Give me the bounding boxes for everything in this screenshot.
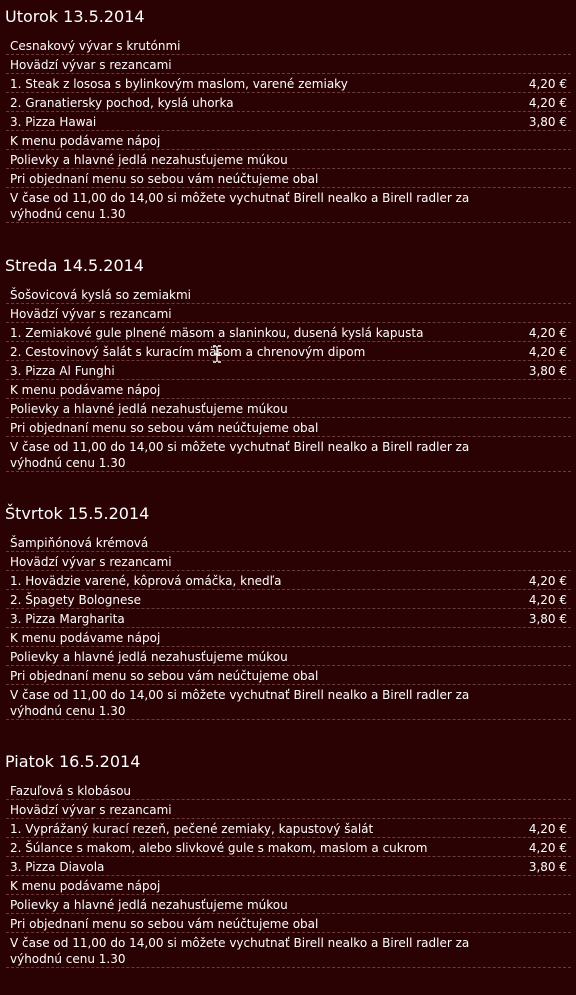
menu-row (6, 800, 571, 819)
item-name: Fazuľová s klobásou (10, 784, 132, 798)
item-price: 4,20 € (528, 326, 567, 340)
item-name: Šampiňónová krémová (10, 536, 149, 550)
menu-row (6, 857, 571, 876)
item-name: Polievky a hlavné jedlá nezahusťujeme múkou (10, 153, 288, 167)
menu-row (6, 819, 571, 838)
item-price: 4,20 € (528, 96, 567, 110)
item-name: V čase od 11,00 do 14,00 si môžete vychutnať Birell nealko a Birell radler za výhodnú cenu 1.30 (10, 936, 470, 966)
item-name: 3. Pizza Al Funghi (10, 364, 115, 378)
menu-row (6, 399, 571, 418)
item-name: Šošovicová kyslá so zemiakmi (10, 288, 192, 302)
menu-row (6, 609, 571, 628)
menu-row (6, 590, 571, 609)
menu-row (6, 533, 571, 552)
item-name: Polievky a hlavné jedlá nezahusťujeme múkou (10, 650, 288, 664)
day-title: Štvrtok 15.5.2014 (5, 504, 150, 523)
item-name: K menu podávame nápoj (10, 383, 161, 397)
menu-row (6, 342, 571, 361)
menu-row (6, 304, 571, 323)
item-name: 3. Pizza Margharita (10, 612, 125, 626)
item-name: 1. Steak z lososa s bylinkovým maslom, varené zemiaky (10, 77, 348, 91)
menu-row (6, 188, 571, 223)
day-title: Utorok 13.5.2014 (5, 7, 145, 26)
item-price: 4,20 € (528, 841, 567, 855)
item-name: Pri objednaní menu so sebou vám neúčtujeme obal (10, 669, 319, 683)
item-name: V čase od 11,00 do 14,00 si môžete vychutnať Birell nealko a Birell radler za výhodnú cenu 1.30 (10, 191, 470, 221)
item-name: 1. Vyprážaný kurací rezeň, pečené zemiaky, kapustový šalát (10, 822, 374, 836)
item-price: 4,20 € (528, 77, 567, 91)
item-name: 2. Šúlance s makom, alebo slivkové gule s makom, maslom a cukrom (10, 841, 428, 855)
item-name: K menu podávame nápoj (10, 631, 161, 645)
item-name: 2. Cestovinový šalát s kuracím mäsom a chrenovým dipom (10, 345, 366, 359)
item-name: 3. Pizza Diavola (10, 860, 105, 874)
item-name: V čase od 11,00 do 14,00 si môžete vychutnať Birell nealko a Birell radler za výhodnú cenu 1.30 (10, 440, 470, 470)
item-price: 4,20 € (528, 574, 567, 588)
item-name: Pri objednaní menu so sebou vám neúčtujeme obal (10, 172, 319, 186)
menu-row (6, 838, 571, 857)
menu-row (6, 666, 571, 685)
menu-row (6, 437, 571, 472)
menu-row (6, 685, 571, 720)
menu-row (6, 131, 571, 150)
item-name: 1. Zemiakové gule plnené mäsom a slaninkou, dusená kyslá kapusta (10, 326, 424, 340)
item-name: K menu podávame nápoj (10, 879, 161, 893)
menu-row (6, 647, 571, 666)
menu-row (6, 914, 571, 933)
menu-row (6, 628, 571, 647)
menu-row (6, 361, 571, 380)
menu-row (6, 571, 571, 590)
menu-row (6, 169, 571, 188)
item-price: 3,80 € (528, 115, 567, 129)
menu-list (6, 36, 571, 223)
item-price: 4,20 € (528, 822, 567, 836)
menu-row (6, 876, 571, 895)
item-price: 4,20 € (528, 593, 567, 607)
menu-row (6, 552, 571, 571)
item-name: K menu podávame nápoj (10, 134, 161, 148)
item-name: Hovädzí vývar s rezancami (10, 803, 172, 817)
menu-row (6, 93, 571, 112)
item-name: V čase od 11,00 do 14,00 si môžete vychutnať Birell nealko a Birell radler za výhodnú cenu 1.30 (10, 688, 470, 718)
menu-row (6, 380, 571, 399)
menu-row (6, 55, 571, 74)
item-name: Cesnakový vývar s krutónmi (10, 39, 181, 53)
item-price: 3,80 € (528, 612, 567, 626)
item-name: 2. Špagety Bolognese (10, 593, 141, 607)
item-price: 4,20 € (528, 345, 567, 359)
menu-row (6, 74, 571, 93)
item-price: 3,80 € (528, 860, 567, 874)
menu-row (6, 895, 571, 914)
item-name: Hovädzí vývar s rezancami (10, 307, 172, 321)
item-name: Hovädzí vývar s rezancami (10, 58, 172, 72)
menu-row (6, 150, 571, 169)
day-title: Piatok 16.5.2014 (5, 752, 141, 771)
menu-row (6, 36, 571, 55)
menu-row (6, 323, 571, 342)
menu-row (6, 112, 571, 131)
item-name: Polievky a hlavné jedlá nezahusťujeme múkou (10, 402, 288, 416)
item-name: Pri objednaní menu so sebou vám neúčtujeme obal (10, 917, 319, 931)
item-name: Pri objednaní menu so sebou vám neúčtujeme obal (10, 421, 319, 435)
item-price: 3,80 € (528, 364, 567, 378)
menu-list (6, 533, 571, 720)
menu-row (6, 933, 571, 968)
item-name: 2. Granatiersky pochod, kyslá uhorka (10, 96, 234, 110)
item-name: Polievky a hlavné jedlá nezahusťujeme múkou (10, 898, 288, 912)
menu-row (6, 285, 571, 304)
menu-list (6, 285, 571, 472)
item-name: 1. Hovädzie varené, kôprová omáčka, knedľa (10, 574, 282, 588)
menu-row (6, 781, 571, 800)
day-title: Streda 14.5.2014 (5, 256, 144, 275)
item-name: 3. Pizza Hawai (10, 115, 97, 129)
menu-list (6, 781, 571, 968)
menu-row (6, 418, 571, 437)
item-name: Hovädzí vývar s rezancami (10, 555, 172, 569)
